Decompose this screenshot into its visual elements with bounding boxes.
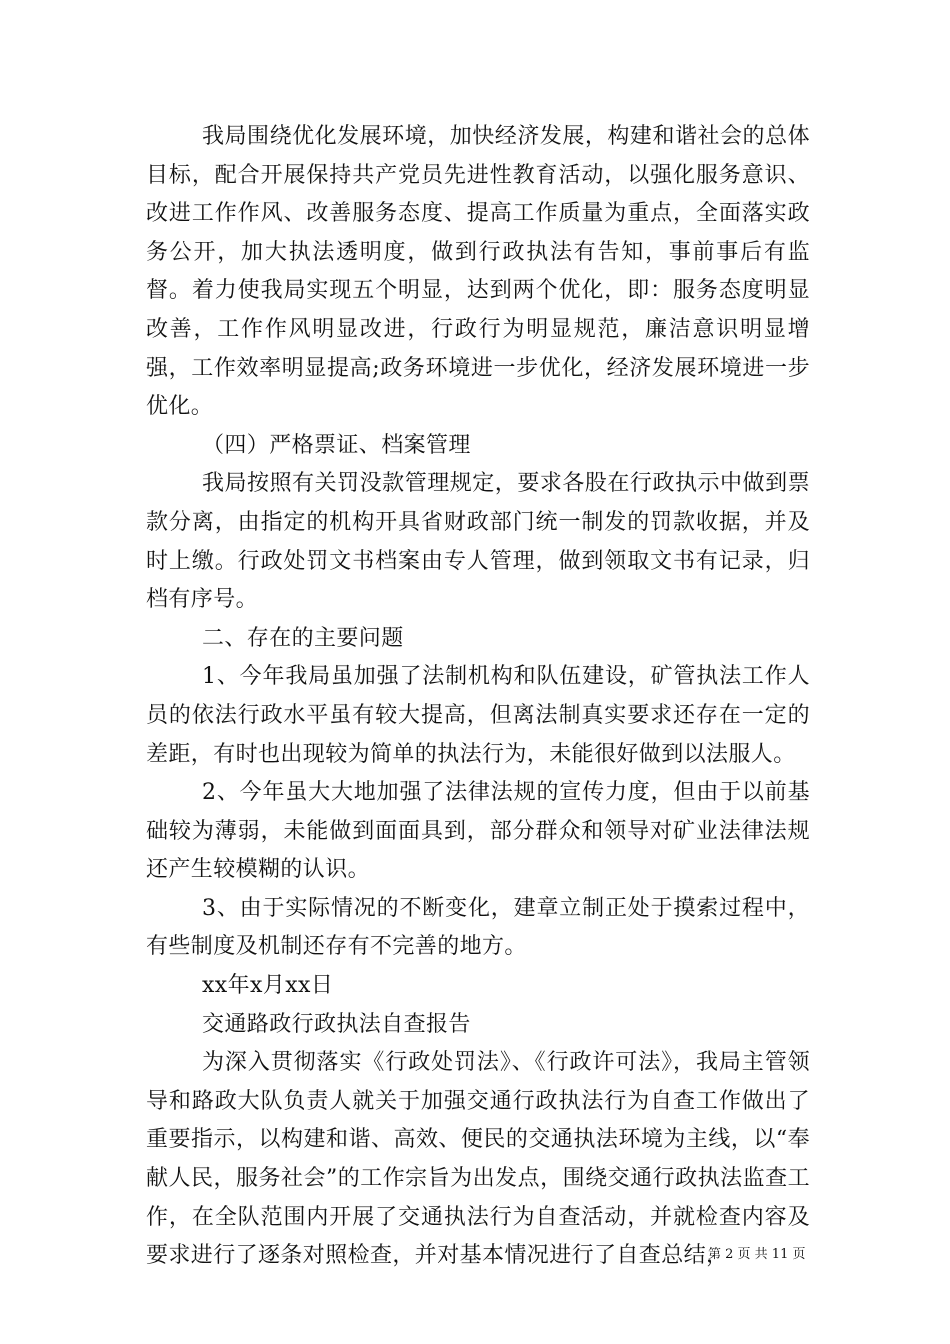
paragraph-problem-3: 3、由于实际情况的不断变化，建章立制正处于摸索过程中，有些制度及机制还存有不完善的地方。 [146, 895, 810, 960]
section-heading-problems: 二、存在的主要问题 [202, 625, 404, 651]
date-line: xx年x月xx日 [202, 973, 334, 999]
document-body [146, 118, 810, 1276]
paragraph-intro: 我局围绕优化发展环境，加快经济发展，构建和谐社会的总体目标，配合开展保持共产党员先进性教育活动，以强化服务意识、改进工作作风、改善服务态度、提高工作质量为重点，全面落实政务公开，加大执法透明度，做到行政执法有告知，事前事后有监督。着力使我局实现五个明显，达到两个优化，即：服务态度明显改善，工作作风明显改进，行政行为明显规范，廉洁意识明显增强，工作效率明显提高;政务环境进一步优化，经济发展环境进一步优化。 [146, 124, 810, 420]
paragraph-ticket-archive: 我局按照有关罚没款管理规定，要求各股在行政执示中做到票款分离，由指定的机构开具省财政部门统一制发的罚款收据，并及时上缴。行政处罚文书档案由专人管理，做到领取文书有记录，归档有序号。 [146, 471, 810, 613]
page-number-footer: 第 2 页 共 11 页 [708, 1247, 806, 1262]
report-title: 交通路政行政执法自查报告 [202, 1011, 471, 1037]
paragraph-problem-2: 2、今年虽大大地加强了法律法规的宣传力度，但由于以前基础较为薄弱，未能做到面面具到，部分群众和领导对矿业法律法规还产生较模糊的认识。 [146, 780, 810, 883]
section-heading-ticket-archive: （四）严格票证、档案管理 [202, 432, 471, 458]
paragraph-problem-1: 1、今年我局虽加强了法制机构和队伍建设，矿管执法工作人员的依法行政水平虽有较大提高，但离法制真实要求还存在一定的差距，有时也出现较为简单的执法行为，未能很好做到以法服人。 [146, 664, 810, 767]
paragraph-report-intro: 为深入贯彻落实《行政处罚法》、《行政许可法》，我局主管领导和路政大队负责人就关于加强交通行政执法行为自查工作做出了重要指示，以构建和谐、高效、便民的交通执法环境为主线，以“奉献人民，服务社会”的工作宗旨为出发点，围绕交通行政执法监查工作，在全队范围内开展了交通执法行为自查活动，并就检查内容及要求进行了逐条对照检查，并对基本情况进行了自查总结， [146, 1050, 810, 1269]
